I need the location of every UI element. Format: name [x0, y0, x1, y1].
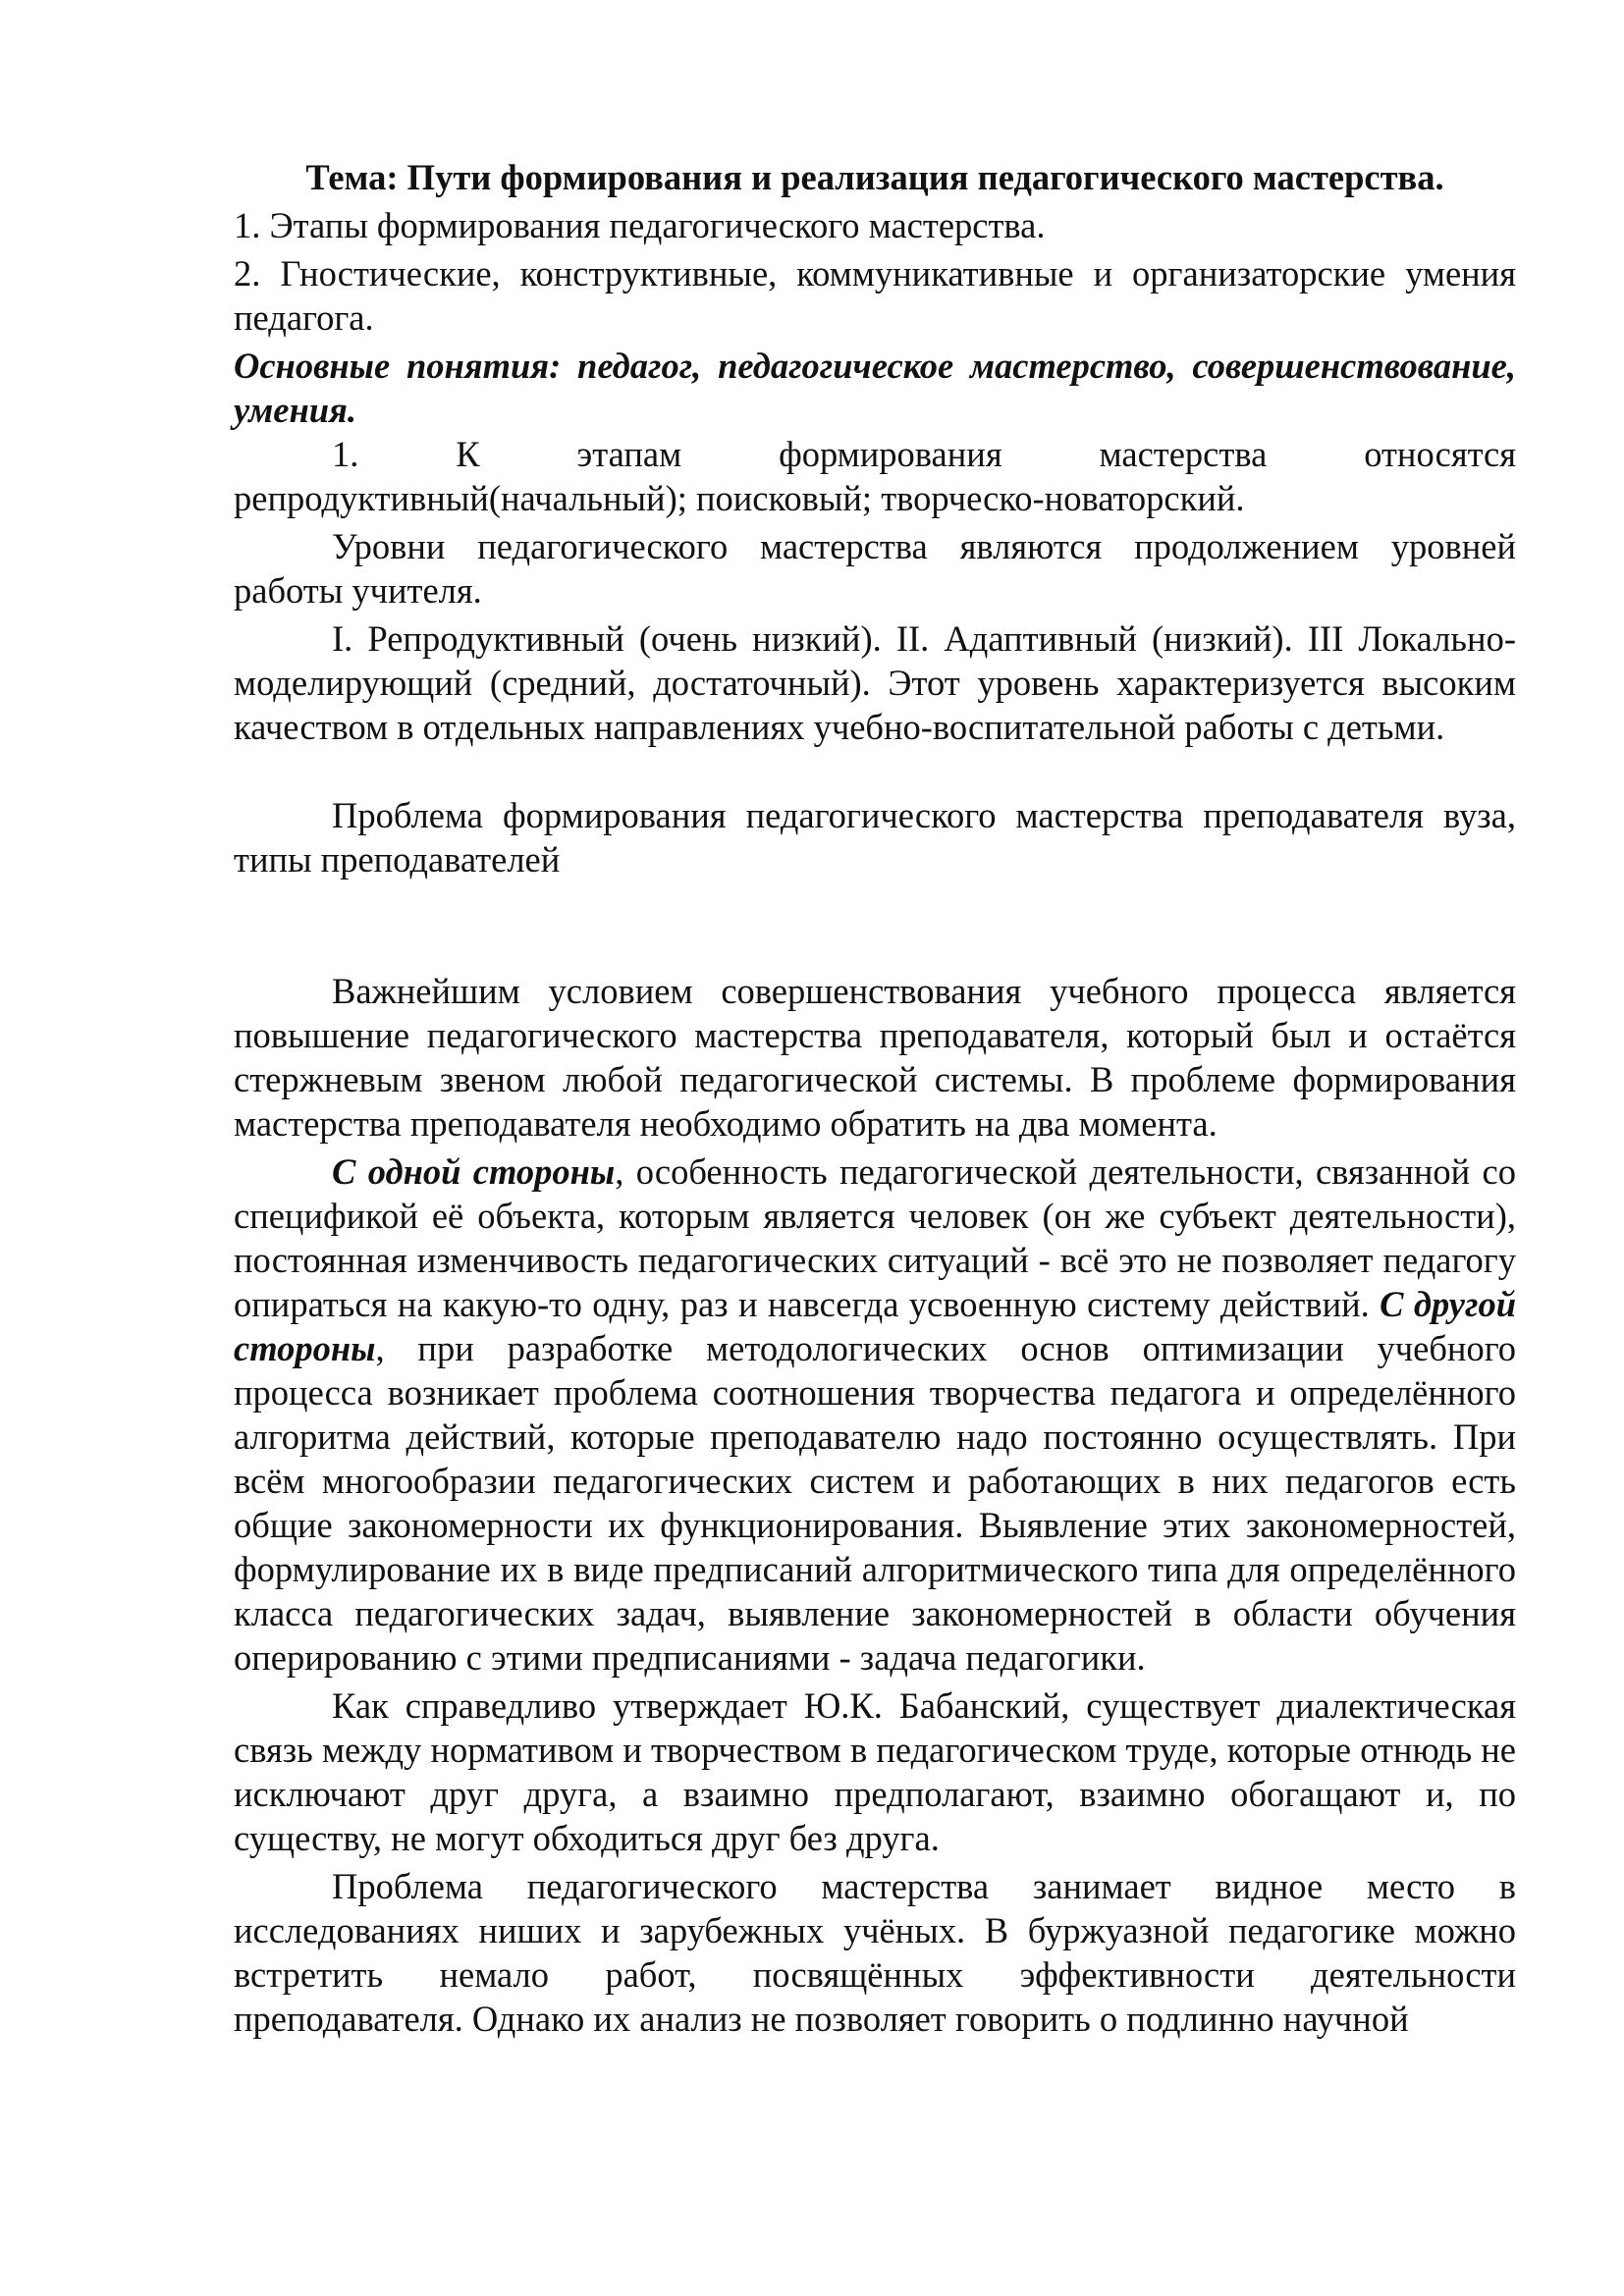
emphasis-other-side: С другой стороны: [234, 1284, 1517, 1368]
section-heading: Проблема формирования педагогического мастерства преподавателя вуза, типы преподавателей: [234, 795, 1516, 880]
paragraph-text: , при разработке методологических основ оптимизации учебного процесса возникает проблема соотношения творчества педагога и определённого алгоритма действий, которые преподавателю надо постоянно осуществлять. При всём многообразии педагогических систем и работающих в них педагогов есть общие закономерности их функционирования. Выявление этих закономерностей, формулирование их в виде предписаний алгоритмического типа для определённого класса педагогических задач, выявление закономерностей в области обучения оперированию с этими предписаниями - задача педагогики.: [234, 1328, 1516, 1678]
paragraph-babansky: Как справедливо утверждает Ю.К. Бабанский, существует диалектическая связь между нормативом и творчеством в педагогическом труде, которые отнюдь не исключают друг друга, а взаимно предполагают, взаимно обогащают и, по существу, не могут обходиться друг без друга.: [234, 1685, 1516, 1858]
paragraph-levels-intro: Уровни педагогического мастерства являются продолжением уровней работы учителя.: [234, 526, 1516, 611]
paragraph-problem: Проблема педагогического мастерства занимает видное место в исследованиях ниших и зарубежных учёных. В буржуазной педагогике можно встретить немало работ, посвящённых эффективности деятельности преподавателя. Однако их анализ не позволяет говорить о подлинно научной: [234, 1866, 1516, 2039]
paragraph-main: Важнейшим условием совершенствования учебного процесса является повышение педагогического мастерства преподавателя, который был и остаётся стержневым звеном любой педагогической системы. В проблеме формирования мастерства преподавателя необходимо обратить на два момента.: [234, 971, 1516, 1144]
outline-item-2: 2. Гностические, конструктивные, коммуникативные и организаторские умения педагога.: [234, 253, 1516, 338]
key-concepts: Основные понятия: педагог, педагогическое мастерство, совершенствование, умения.: [234, 346, 1516, 430]
paragraph-text: , особенность педагогической деятельности, связанной со спецификой её объекта, которым является человек (он же субъект деятельности), постоянная изменчивость педагогических ситуаций - всё это не позволяет педагогу опираться на какую-то одну, раз и навсегда усвоенную систему действий.: [234, 1151, 1516, 1324]
document-body: [234, 155, 1516, 2041]
blank-line: [234, 881, 1516, 925]
blank-line: [234, 749, 1516, 793]
blank-line: [234, 925, 1516, 969]
emphasis-one-side: С одной стороны: [332, 1151, 616, 1192]
paragraph-stages: 1. К этапам формирования мастерства относятся репродуктивный(начальный); поисковый; творческо-новаторский.: [234, 434, 1516, 518]
outline-item-1: 1. Этапы формирования педагогического мастерства.: [234, 205, 1046, 245]
document-title: Тема: Пути формирования и реализация педагогического мастерства.: [305, 157, 1444, 197]
paragraph-two-sides: [234, 1149, 1516, 1680]
paragraph-levels: I. Репродуктивный (очень низкий). II. Адаптивный (низкий). III Локально-моделирующий (средний, достаточный). Этот уровень характеризуется высоким качеством в отдельных направлениях учебно-воспитательной работы с детьми.: [234, 618, 1516, 747]
